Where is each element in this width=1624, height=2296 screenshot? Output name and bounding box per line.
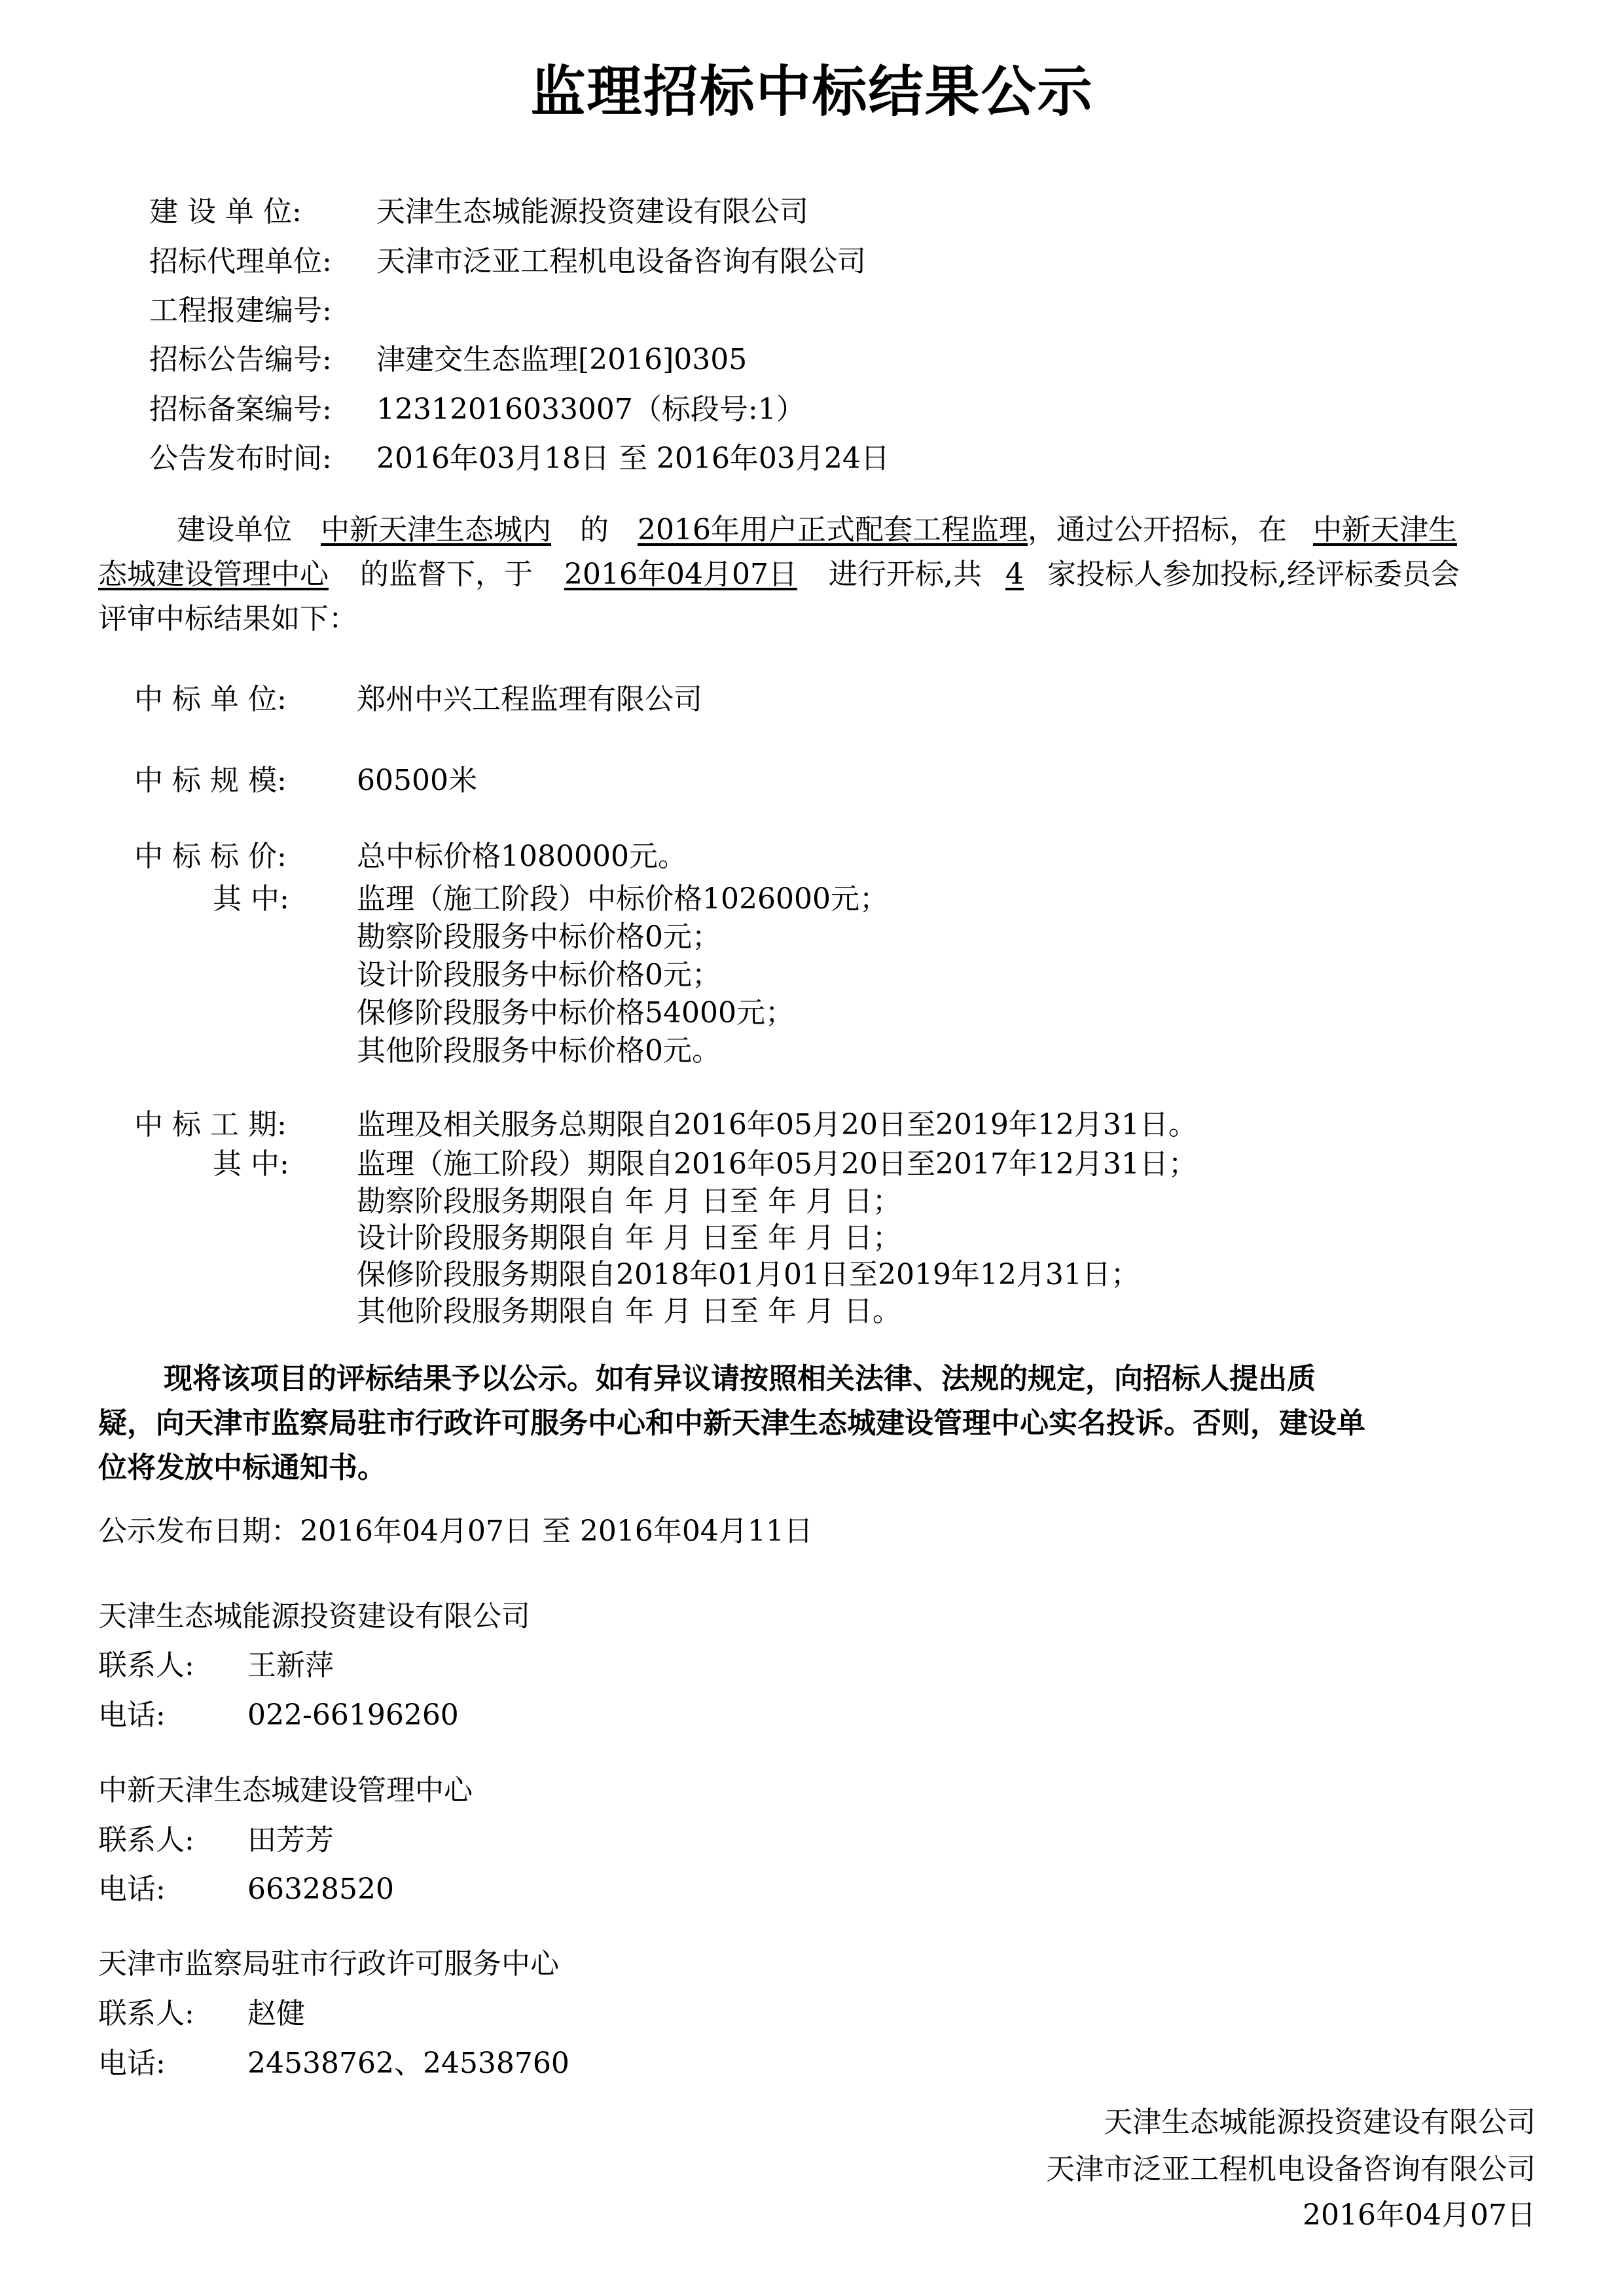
intro-bidders: 4 — [1005, 558, 1024, 591]
intro-open-date: 2016年04月07日 — [564, 558, 797, 591]
builder-label: 建 设 单 位: — [149, 195, 302, 228]
price-item: 监理（施工阶段）中标价格1026000元； — [357, 882, 888, 916]
intro-line-3: 评审中标结果如下： — [98, 602, 357, 636]
contact-org: 中新天津生态城建设管理中心 — [98, 1774, 473, 1807]
intro-text: 家投标人参加投标,经评标委员会 — [1047, 558, 1460, 591]
winner-label: 中 标 单 位: — [134, 683, 287, 716]
price-item: 勘察阶段服务中标价格0元； — [357, 920, 721, 954]
intro-line-1 — [177, 513, 1457, 547]
contact-person: 田芳芳 — [247, 1823, 334, 1857]
contact-person: 赵健 — [247, 1997, 305, 2030]
scale-label: 中 标 规 模: — [134, 764, 287, 797]
notice-line-2: 疑，向天津市监察局驻市行政许可服务中心和中新天津生态城建设管理中心实名投诉。否则，建设单 — [98, 1407, 1365, 1440]
contact-phone-label: 电话: — [98, 1873, 166, 1906]
period-item: 勘察阶段服务期限自 年 月 日至 年 月 日； — [357, 1185, 901, 1218]
period-total: 监理及相关服务总期限自2016年05月20日至2019年12月31日。 — [357, 1108, 1197, 1141]
contact-phone-label: 电话: — [98, 2047, 166, 2080]
price-label: 中 标 标 价: — [134, 840, 287, 873]
notice-no-value: 津建交生态监理[2016]0305 — [376, 343, 748, 376]
contact-person-label: 联系人: — [98, 1649, 194, 1682]
contact-org: 天津市监察局驻市行政许可服务中心 — [98, 1947, 559, 1981]
project-no-label: 工程报建编号: — [149, 294, 332, 327]
period-item: 监理（施工阶段）期限自2016年05月20日至2017年12月31日； — [357, 1147, 1197, 1181]
contact-phone: 66328520 — [247, 1873, 394, 1906]
publish-label: 公告发布时间: — [149, 442, 332, 475]
intro-line-2 — [98, 560, 1460, 589]
intro-supervisor: 态城建设管理中心 — [98, 558, 329, 591]
publish-period: 2016年03月18日 至 2016年03月24日 — [376, 442, 890, 475]
publish-date: 公示发布日期：2016年04月07日 至 2016年04月11日 — [98, 1515, 813, 1548]
winner-value: 郑州中兴工程监理有限公司 — [357, 683, 702, 716]
price-total: 总中标价格1080000元。 — [357, 840, 687, 873]
period-among-label: 其 中: — [213, 1147, 289, 1181]
intro-supervisor: 中新天津生 — [1312, 513, 1457, 547]
contact-phone-label: 电话: — [98, 1698, 166, 1732]
period-item: 其他阶段服务期限自 年 月 日至 年 月 日。 — [357, 1295, 901, 1328]
agent-label: 招标代理单位: — [149, 245, 332, 278]
notice-line-1: 现将该项目的评标结果予以公示。如有异议请按照相关法律、法规的规定，向招标人提出质 — [164, 1362, 1316, 1395]
contact-person-label: 联系人: — [98, 1997, 194, 2030]
notice-line-3: 位将发放中标通知书。 — [98, 1451, 386, 1484]
record-no-label: 招标备案编号: — [149, 393, 332, 426]
scale-value: 60500米 — [357, 764, 477, 797]
agent-value: 天津市泛亚工程机电设备咨询有限公司 — [376, 245, 866, 278]
intro-text: 进行开标,共 — [828, 558, 982, 591]
intro-text: 的监督下，于 — [360, 558, 533, 591]
intro-project: 2016年用户正式配套工程监理 — [638, 513, 1028, 547]
price-item: 设计阶段服务中标价格0元； — [357, 958, 721, 992]
signature-date: 2016年04月07日 — [1303, 2198, 1536, 2232]
intro-text: 的 — [580, 513, 609, 547]
intro-text: ，通过公开招标，在 — [1027, 513, 1287, 547]
contact-phone: 022-66196260 — [247, 1698, 459, 1732]
notice-no-label: 招标公告编号: — [149, 343, 332, 376]
period-item: 保修阶段服务期限自2018年01月01日至2019年12月31日； — [357, 1258, 1140, 1291]
signature-org-2: 天津市泛亚工程机电设备咨询有限公司 — [1046, 2153, 1536, 2186]
price-item: 其他阶段服务中标价格0元。 — [357, 1034, 721, 1067]
contact-person: 王新萍 — [247, 1649, 334, 1682]
price-item: 保修阶段服务中标价格54000元； — [357, 996, 794, 1030]
period-label: 中 标 工 期: — [134, 1108, 287, 1141]
contact-person-label: 联系人: — [98, 1823, 194, 1857]
signature-org-1: 天津生态城能源投资建设有限公司 — [1104, 2106, 1536, 2139]
contact-org: 天津生态城能源投资建设有限公司 — [98, 1600, 530, 1633]
intro-text: 建设单位 — [177, 513, 292, 547]
page-title: 监理招标中标结果公示 — [530, 60, 1094, 124]
period-item: 设计阶段服务期限自 年 月 日至 年 月 日； — [357, 1221, 901, 1255]
contact-phone: 24538762、24538760 — [247, 2047, 569, 2080]
builder-value: 天津生态城能源投资建设有限公司 — [376, 195, 808, 228]
price-among-label: 其 中: — [213, 882, 289, 916]
intro-location: 中新天津生态城内 — [321, 513, 551, 547]
record-no-value: 12312016033007（标段号:1） — [376, 393, 805, 426]
